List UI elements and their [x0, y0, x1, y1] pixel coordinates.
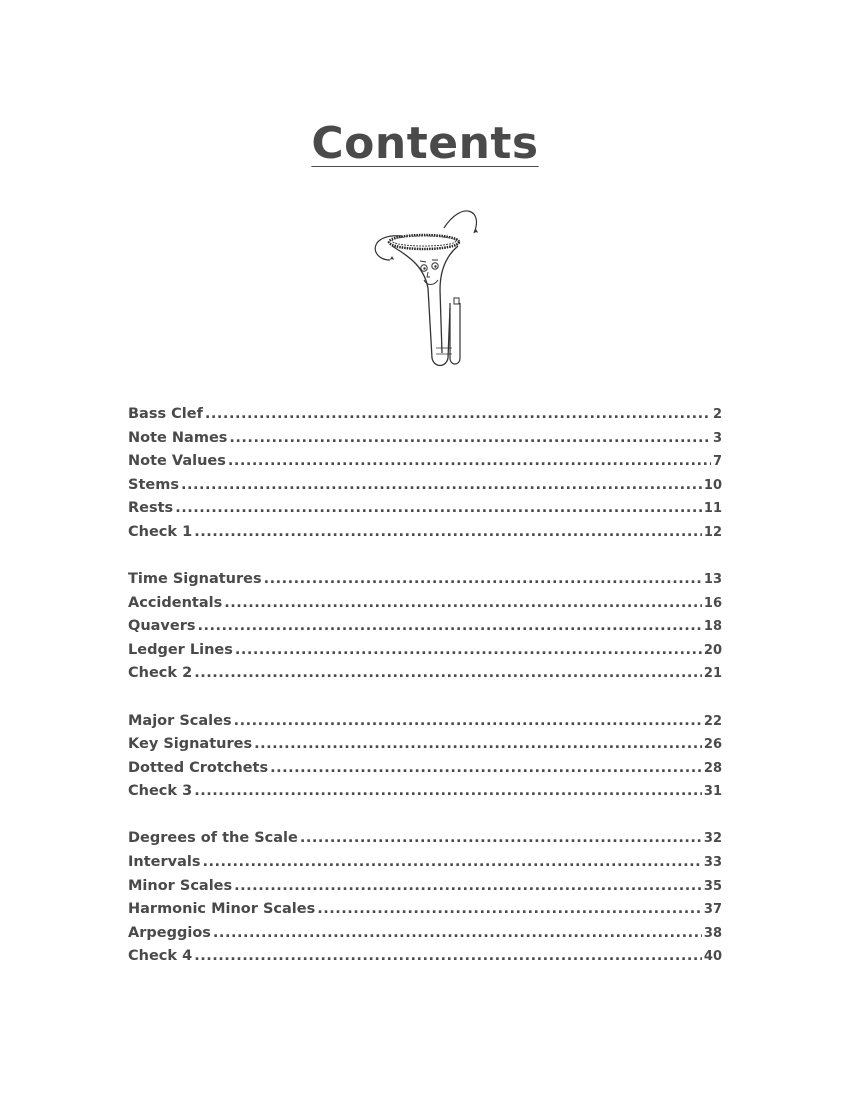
toc-entry[interactable]	[128, 592, 722, 616]
toc-entry[interactable]	[128, 780, 722, 804]
toc-entry[interactable]	[128, 615, 722, 639]
toc-entry-page: 31	[703, 784, 722, 800]
toc-entry[interactable]	[128, 733, 722, 757]
toc-dot-leader	[270, 757, 702, 781]
toc-entry[interactable]	[128, 827, 722, 851]
toc-group	[128, 403, 722, 545]
toc-entry-page: 20	[703, 642, 722, 658]
toc-entry[interactable]	[128, 568, 722, 592]
toc-dot-leader	[194, 945, 702, 969]
toc-entry-page: 35	[703, 878, 722, 894]
toc-entry-title: Key Signatures	[128, 736, 253, 753]
toc-dot-leader	[202, 851, 701, 875]
toc-entry-title: Minor Scales	[128, 877, 233, 894]
toc-entry-page: 32	[703, 831, 722, 847]
toc-entry-title: Rests	[128, 500, 174, 517]
toc-dot-leader	[194, 662, 702, 686]
toc-entry-title: Time Signatures	[128, 571, 262, 588]
toc-entry-page: 3	[712, 430, 722, 446]
toc-entry-title: Bass Clef	[128, 406, 203, 422]
toc-entry-page: 7	[712, 454, 722, 470]
toc-entry-title: Check 2	[128, 665, 193, 682]
toc-entry-title: Intervals	[128, 854, 201, 870]
toc-entry-title: Major Scales	[128, 712, 232, 729]
toc-entry-page: 28	[703, 760, 722, 776]
toc-entry-title: Note Names	[128, 429, 228, 446]
toc-entry[interactable]	[128, 662, 722, 686]
toc-entry[interactable]	[128, 710, 722, 734]
toc-group	[128, 827, 722, 969]
toc-entry-title: Check 3	[128, 783, 193, 800]
toc-entry-page: 11	[703, 501, 722, 517]
toc-dot-leader	[213, 922, 702, 946]
toc-entry[interactable]	[128, 875, 722, 899]
toc-dot-leader	[228, 450, 711, 474]
toc-entry-title: Accidentals	[128, 594, 223, 611]
toc-dot-leader	[194, 780, 702, 804]
toc-dot-leader	[235, 639, 702, 663]
toc-dot-leader	[234, 710, 702, 734]
toc-group	[128, 568, 722, 686]
toc-dot-leader	[198, 615, 702, 639]
tuba-character-with-halo-icon	[362, 198, 487, 373]
toc-entry-page: 16	[703, 595, 722, 611]
tuba-character-illustration	[362, 198, 487, 373]
toc-entry-title: Dotted Crotchets	[128, 759, 269, 776]
toc-dot-leader	[205, 403, 711, 427]
toc-entry-page: 2	[712, 407, 722, 422]
toc-dot-leader	[264, 568, 702, 592]
toc-entry[interactable]	[128, 898, 722, 922]
toc-dot-leader	[317, 898, 702, 922]
toc-entry-page: 18	[703, 619, 722, 635]
toc-entry-title: Ledger Lines	[128, 641, 233, 658]
toc-dot-leader	[224, 592, 702, 616]
toc-entry-title: Quavers	[128, 618, 196, 635]
page-title-text: Contents	[311, 118, 539, 169]
toc-entry[interactable]	[128, 403, 722, 427]
toc-entry-page: 37	[703, 902, 722, 918]
toc-entry-title: Harmonic Minor Scales	[128, 901, 316, 918]
toc-entry-title: Arpeggios	[128, 924, 211, 941]
toc-entry-title: Degrees of the Scale	[128, 830, 298, 847]
toc-dot-leader	[254, 733, 702, 757]
toc-entry[interactable]	[128, 497, 722, 521]
toc-entry-title: Stems	[128, 476, 179, 493]
toc-entry[interactable]	[128, 945, 722, 969]
toc-entry-title: Note Values	[128, 453, 226, 470]
toc-entry[interactable]	[128, 521, 722, 545]
toc-entry-page: 26	[703, 737, 722, 753]
toc-entry-page: 38	[703, 925, 722, 941]
toc-entry[interactable]	[128, 639, 722, 663]
toc-dot-leader	[175, 497, 702, 521]
toc-entry-page: 22	[703, 713, 722, 729]
table-of-contents	[128, 403, 722, 992]
toc-entry[interactable]	[128, 757, 722, 781]
toc-group	[128, 710, 722, 804]
toc-entry-title: Check 4	[128, 948, 193, 965]
toc-entry[interactable]	[128, 851, 722, 875]
toc-entry-page: 40	[703, 949, 722, 965]
toc-dot-leader	[181, 474, 702, 498]
toc-entry[interactable]	[128, 450, 722, 474]
toc-entry[interactable]	[128, 474, 722, 498]
toc-dot-leader	[229, 427, 711, 451]
toc-dot-leader	[300, 827, 702, 851]
page-title	[0, 118, 850, 169]
toc-entry-page: 33	[703, 855, 722, 870]
toc-dot-leader	[194, 521, 702, 545]
toc-entry[interactable]	[128, 922, 722, 946]
toc-entry-page: 13	[703, 572, 722, 588]
toc-entry-title: Check 1	[128, 523, 193, 540]
toc-entry[interactable]	[128, 427, 722, 451]
toc-entry-page: 21	[703, 666, 722, 682]
toc-entry-page: 10	[703, 477, 722, 493]
toc-entry-page: 12	[703, 524, 722, 540]
toc-dot-leader	[234, 875, 702, 899]
